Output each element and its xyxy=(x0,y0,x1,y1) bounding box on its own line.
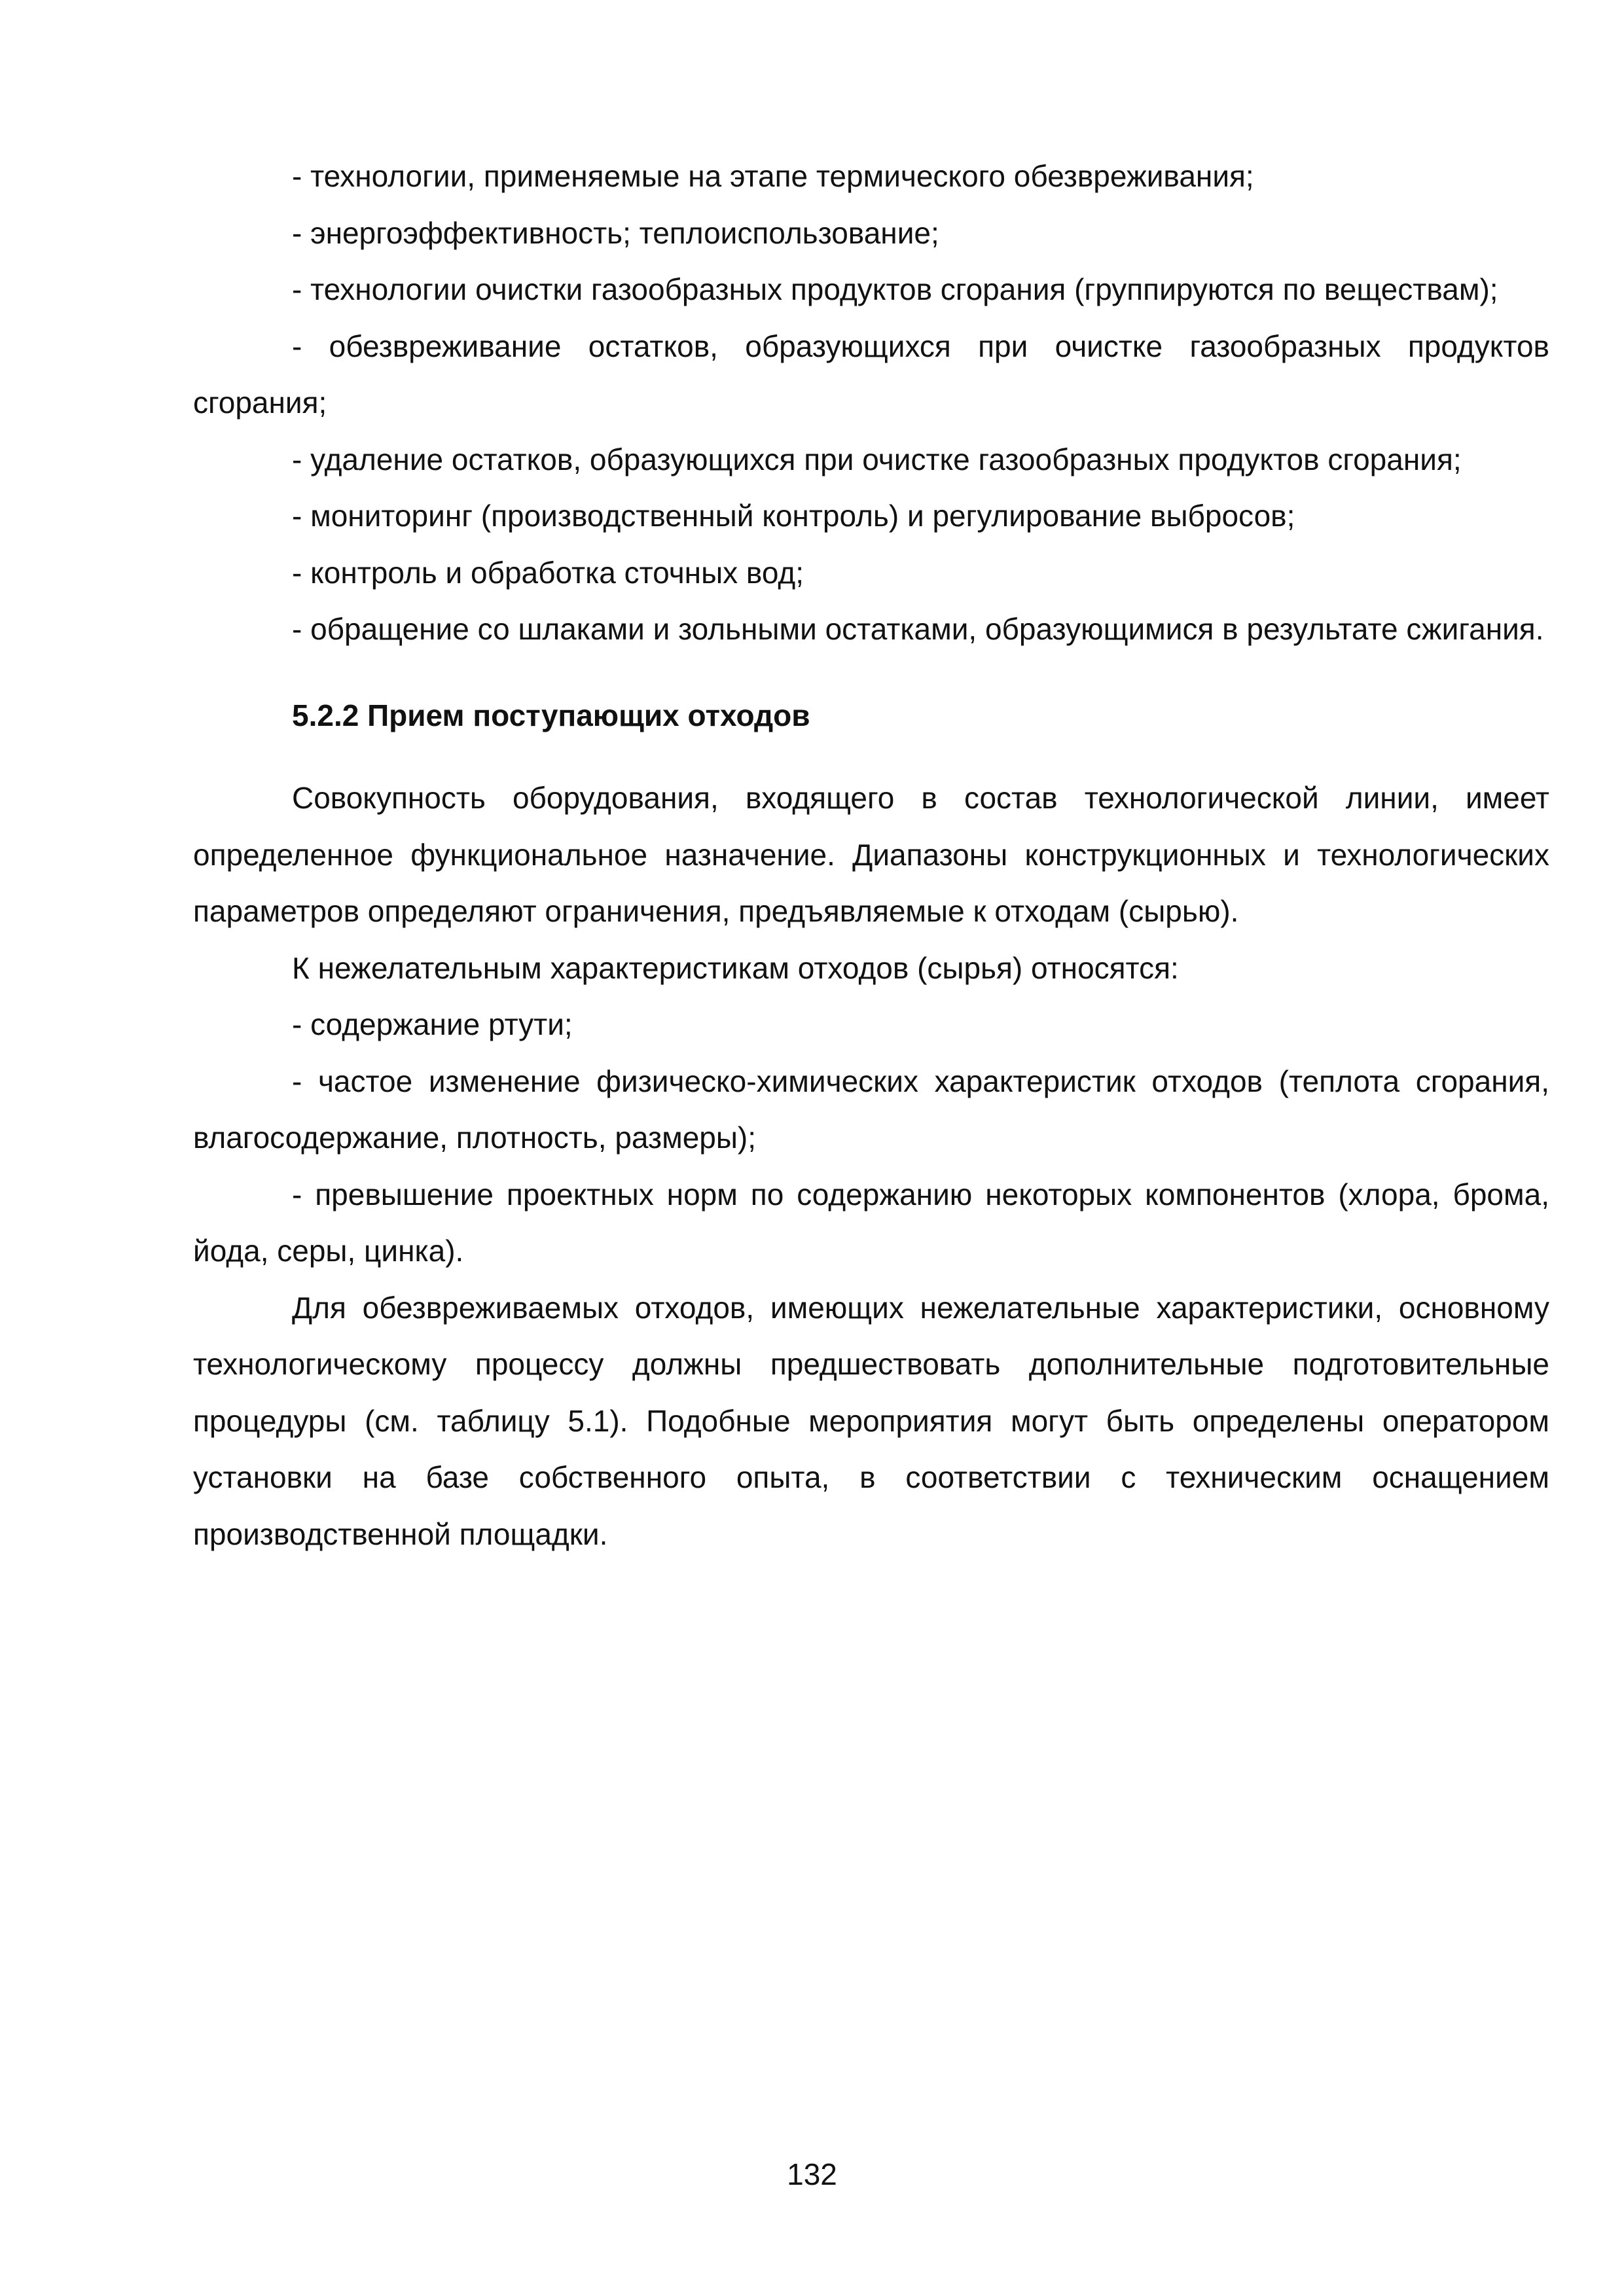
list-item: - мониторинг (производственный контроль) и регулирование выбросов; xyxy=(292,499,1295,533)
list-item: - превышение проектных норм по содержанию некоторых компонентов (хлора, брома, йода, серы, цинка). xyxy=(193,1177,1549,1268)
list-item: - энергоэффективность; теплоиспользование; xyxy=(292,215,939,250)
intro-paragraph: Совокупность оборудования, входящего в состав технологической линии, имеет определенное функциональное назначение. Диапазоны конструкционных и технологических параметров определяют ограничения, предъявляемые к отходам (сырью). xyxy=(193,781,1549,928)
document-page xyxy=(193,148,1549,1562)
list-item: - обезвреживание остатков, образующихся при очистке газообразных продуктов сгорания; xyxy=(193,329,1549,420)
page-number: 132 xyxy=(787,2157,837,2191)
lead-paragraph: К нежелательным характеристикам отходов (сырья) относятся: xyxy=(292,950,1179,985)
list-item: - контроль и обработка сточных вод; xyxy=(292,555,804,590)
list-item: - удаление остатков, образующихся при очистке газообразных продуктов сгорания; xyxy=(292,442,1462,476)
closing-paragraph: Для обезвреживаемых отходов, имеющих нежелательные характеристики, основному технологическому процессу должны предшествовать дополнительные подготовительные процедуры (см. таблицу 5.1). Подобные мероприятия могут быть определены оператором установки на базе собственного опыта, в соответствии с техническим оснащением производственной площадки. xyxy=(193,1290,1549,1551)
list-item: - обращение со шлаками и зольными остатками, образующимися в результате сжигания. xyxy=(292,612,1544,646)
list-item: - содержание ртути; xyxy=(292,1007,573,1041)
section-heading: 5.2.2 Прием поступающих отходов xyxy=(292,698,810,732)
list-item: - технологии очистки газообразных продуктов сгорания (группируются по веществам); xyxy=(292,272,1498,306)
list-item: - частое изменение физическо-химических характеристик отходов (теплота сгорания, влагосодержание, плотность, размеры); xyxy=(193,1064,1549,1155)
list-item: - технологии, применяемые на этапе термического обезвреживания; xyxy=(292,159,1254,193)
